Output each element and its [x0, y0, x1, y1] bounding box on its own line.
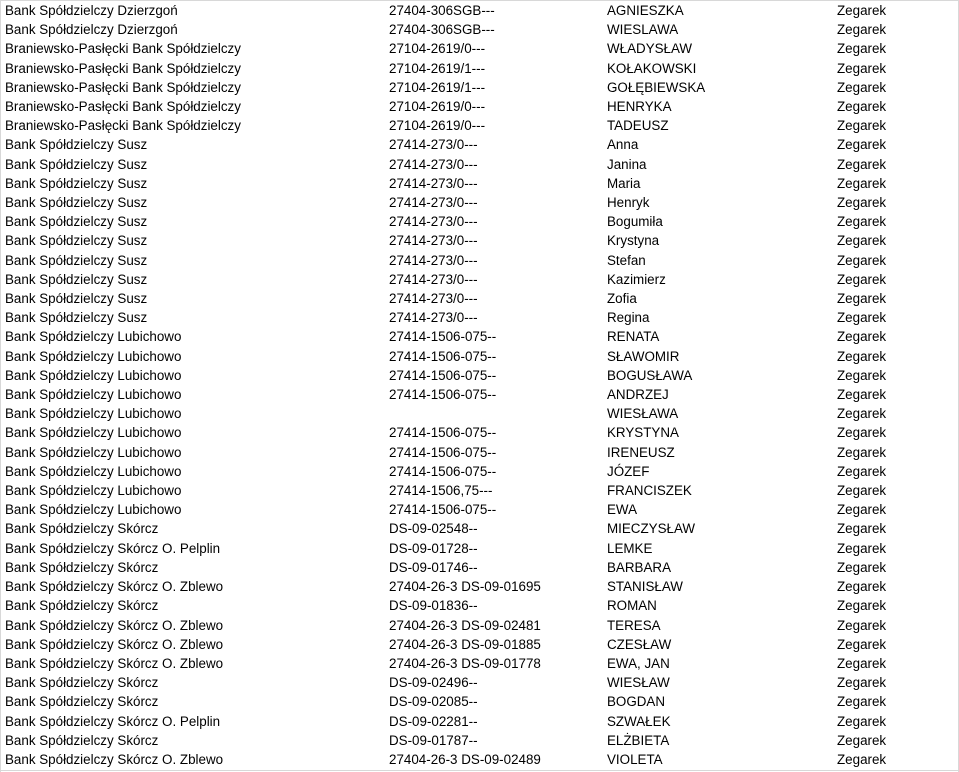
code-cell: 27104-2619/1---: [389, 60, 486, 76]
item-cell: Zegarek: [837, 598, 887, 614]
table-row: [0, 558, 959, 577]
code-cell: 27404-26-3 DS-09-02489: [389, 751, 541, 767]
bank-name-cell: Bank Spółdzielczy Susz: [5, 271, 148, 287]
person-name-cell: Bogumiła: [607, 214, 663, 230]
person-name-cell: Maria: [607, 175, 641, 191]
bank-name-cell: Bank Spółdzielczy Lubichowo: [5, 483, 182, 499]
person-name-cell: WIESŁAWA: [607, 406, 679, 422]
code-cell: 27414-1506-075--: [389, 348, 497, 364]
code-cell: 27414-273/0---: [389, 310, 478, 326]
code-cell: DS-09-02281--: [389, 713, 478, 729]
person-name-cell: BARBARA: [607, 559, 671, 575]
code-cell: 27414-1506-075--: [389, 463, 497, 479]
code-cell: 27414-273/0---: [389, 214, 478, 230]
bank-name-cell: Bank Spółdzielczy Lubichowo: [5, 348, 182, 364]
code-cell: 27404-26-3 DS-09-02481: [389, 617, 541, 633]
bank-name-cell: Bank Spółdzielczy Lubichowo: [5, 367, 182, 383]
bank-name-cell: Braniewsko-Pasłęcki Bank Spółdzielczy: [5, 79, 241, 95]
bank-name-cell: Bank Spółdzielczy Lubichowo: [5, 425, 182, 441]
item-cell: Zegarek: [837, 444, 887, 460]
table-row: [0, 212, 959, 231]
bank-name-cell: Braniewsko-Pasłęcki Bank Spółdzielczy: [5, 118, 241, 134]
item-cell: Zegarek: [837, 310, 887, 326]
person-name-cell: ANDRZEJ: [607, 387, 669, 403]
records-table: [0, 1, 959, 769]
person-name-cell: TADEUSZ: [607, 118, 669, 134]
code-cell: 27404-26-3 DS-09-01778: [389, 655, 541, 671]
code-cell: 27404-306SGB---: [389, 3, 495, 18]
code-cell: 27414-273/0---: [389, 291, 478, 307]
bank-name-cell: Bank Spółdzielczy Lubichowo: [5, 329, 182, 345]
person-name-cell: FRANCISZEK: [607, 483, 692, 499]
table-row: [0, 366, 959, 385]
table-row: [0, 500, 959, 519]
bank-name-cell: Bank Spółdzielczy Skórcz O. Zblewo: [5, 617, 224, 633]
person-name-cell: ELŻBIETA: [607, 732, 670, 748]
bank-name-cell: Bank Spółdzielczy Susz: [5, 156, 148, 172]
person-name-cell: HENRYKA: [607, 99, 672, 115]
code-cell: 27414-1506-075--: [389, 367, 497, 383]
person-name-cell: SŁAWOMIR: [607, 348, 680, 364]
code-cell: 27414-1506-075--: [389, 329, 497, 345]
table-row: [0, 193, 959, 212]
table-row: [0, 596, 959, 615]
bank-name-cell: Braniewsko-Pasłęcki Bank Spółdzielczy: [5, 60, 241, 76]
table-row: [0, 750, 959, 769]
person-name-cell: Zofia: [607, 291, 637, 307]
bank-name-cell: Bank Spółdzielczy Dzierzgoń: [5, 3, 178, 18]
item-cell: Zegarek: [837, 99, 887, 115]
code-cell: 27404-306SGB---: [389, 22, 495, 38]
person-name-cell: Janina: [607, 156, 647, 172]
person-name-cell: Krystyna: [607, 233, 660, 249]
table-row: [0, 731, 959, 750]
table-row: [0, 385, 959, 404]
item-cell: Zegarek: [837, 156, 887, 172]
code-cell: 27414-273/0---: [389, 137, 478, 153]
bank-name-cell: Bank Spółdzielczy Susz: [5, 175, 148, 191]
item-cell: Zegarek: [837, 425, 887, 441]
item-cell: Zegarek: [837, 291, 887, 307]
person-name-cell: SZWAŁEK: [607, 713, 671, 729]
person-name-cell: BOGDAN: [607, 694, 666, 710]
table-row: [0, 635, 959, 654]
code-cell: 27414-1506-075--: [389, 425, 497, 441]
bank-name-cell: Bank Spółdzielczy Skórcz O. Zblewo: [5, 655, 224, 671]
code-cell: 27404-26-3 DS-09-01885: [389, 636, 541, 652]
code-cell: DS-09-01746--: [389, 559, 478, 575]
code-cell: 27414-273/0---: [389, 175, 478, 191]
person-name-cell: MIECZYSŁAW: [607, 521, 696, 537]
bank-name-cell: Bank Spółdzielczy Lubichowo: [5, 502, 182, 518]
code-cell: DS-09-02496--: [389, 675, 478, 691]
table-row: [0, 308, 959, 327]
code-cell: 27414-273/0---: [389, 156, 478, 172]
bank-name-cell: Bank Spółdzielczy Skórcz: [5, 694, 159, 710]
person-name-cell: Kazimierz: [607, 271, 666, 287]
item-cell: Zegarek: [837, 195, 887, 211]
item-cell: Zegarek: [837, 751, 887, 767]
person-name-cell: GOŁĘBIEWSKA: [607, 79, 706, 95]
item-cell: Zegarek: [837, 483, 887, 499]
person-name-cell: VIOLETA: [607, 751, 663, 767]
bank-name-cell: Bank Spółdzielczy Skórcz: [5, 521, 159, 537]
item-cell: Zegarek: [837, 636, 887, 652]
bank-name-cell: Braniewsko-Pasłęcki Bank Spółdzielczy: [5, 41, 241, 57]
table-row: [0, 712, 959, 731]
person-name-cell: RENATA: [607, 329, 660, 345]
bank-name-cell: Bank Spółdzielczy Susz: [5, 233, 148, 249]
person-name-cell: Regina: [607, 310, 650, 326]
bank-name-cell: Bank Spółdzielczy Skórcz O. Zblewo: [5, 636, 224, 652]
item-cell: Zegarek: [837, 3, 887, 18]
code-cell: 27414-1506,75---: [389, 483, 493, 499]
bank-name-cell: Bank Spółdzielczy Skórcz: [5, 598, 159, 614]
person-name-cell: Henryk: [607, 195, 650, 211]
table-row: [0, 404, 959, 423]
table-row: [0, 251, 959, 270]
item-cell: Zegarek: [837, 118, 887, 134]
bank-name-cell: Bank Spółdzielczy Lubichowo: [5, 406, 182, 422]
code-cell: 27414-1506-075--: [389, 444, 497, 460]
item-cell: Zegarek: [837, 60, 887, 76]
item-cell: Zegarek: [837, 579, 887, 595]
bank-name-cell: Bank Spółdzielczy Lubichowo: [5, 387, 182, 403]
bottom-border: [0, 770, 959, 771]
table-row: [0, 577, 959, 596]
item-cell: Zegarek: [837, 329, 887, 345]
bank-name-cell: Bank Spółdzielczy Susz: [5, 252, 148, 268]
table-row: [0, 539, 959, 558]
code-cell: DS-09-02085--: [389, 694, 478, 710]
bank-name-cell: Bank Spółdzielczy Susz: [5, 195, 148, 211]
bank-name-cell: Bank Spółdzielczy Skórcz O. Zblewo: [5, 751, 224, 767]
table-row: [0, 347, 959, 366]
item-cell: Zegarek: [837, 271, 887, 287]
item-cell: Zegarek: [837, 214, 887, 230]
item-cell: Zegarek: [837, 22, 887, 38]
item-cell: Zegarek: [837, 655, 887, 671]
person-name-cell: KOŁAKOWSKI: [607, 60, 697, 76]
code-cell: DS-09-02548--: [389, 521, 478, 537]
person-name-cell: Anna: [607, 137, 639, 153]
code-cell: 27414-273/0---: [389, 271, 478, 287]
table-row: [0, 673, 959, 692]
item-cell: Zegarek: [837, 41, 887, 57]
bank-name-cell: Bank Spółdzielczy Skórcz O. Pelplin: [5, 713, 221, 729]
person-name-cell: JÓZEF: [607, 463, 650, 479]
item-cell: Zegarek: [837, 387, 887, 403]
table-row: [0, 231, 959, 250]
item-cell: Zegarek: [837, 732, 887, 748]
bank-name-cell: Bank Spółdzielczy Skórcz O. Zblewo: [5, 579, 224, 595]
table-row: [0, 270, 959, 289]
person-name-cell: ROMAN: [607, 598, 657, 614]
bank-name-cell: Bank Spółdzielczy Susz: [5, 214, 148, 230]
bank-name-cell: Bank Spółdzielczy Skórcz: [5, 732, 159, 748]
table-row: [0, 481, 959, 500]
table-row: [0, 1, 959, 20]
person-name-cell: LEMKE: [607, 540, 653, 556]
item-cell: Zegarek: [837, 521, 887, 537]
table-row: [0, 289, 959, 308]
code-cell: DS-09-01787--: [389, 732, 478, 748]
table-row: [0, 78, 959, 97]
code-cell: 27414-273/0---: [389, 195, 478, 211]
code-cell: 27404-26-3 DS-09-01695: [389, 579, 541, 595]
table-row: [0, 616, 959, 635]
table-row: [0, 97, 959, 116]
bank-name-cell: Bank Spółdzielczy Skórcz O. Pelplin: [5, 540, 221, 556]
code-cell: 27414-273/0---: [389, 233, 478, 249]
bank-name-cell: Bank Spółdzielczy Lubichowo: [5, 444, 182, 460]
table-row: [0, 519, 959, 538]
bank-name-cell: Bank Spółdzielczy Skórcz: [5, 559, 159, 575]
person-name-cell: WIESLAWA: [607, 22, 679, 38]
item-cell: Zegarek: [837, 713, 887, 729]
person-name-cell: IRENEUSZ: [607, 444, 675, 460]
item-cell: Zegarek: [837, 233, 887, 249]
item-cell: Zegarek: [837, 137, 887, 153]
item-cell: Zegarek: [837, 406, 887, 422]
bank-name-cell: Braniewsko-Pasłęcki Bank Spółdzielczy: [5, 99, 241, 115]
table-row: [0, 423, 959, 442]
table-row: [0, 174, 959, 193]
code-cell: DS-09-01728--: [389, 540, 478, 556]
item-cell: Zegarek: [837, 175, 887, 191]
bank-name-cell: Bank Spółdzielczy Susz: [5, 137, 148, 153]
code-cell: 27104-2619/0---: [389, 118, 486, 134]
person-name-cell: EWA, JAN: [607, 655, 670, 671]
table-row: [0, 116, 959, 135]
person-name-cell: Stefan: [607, 252, 646, 268]
code-cell: 27104-2619/0---: [389, 99, 486, 115]
table-row: [0, 39, 959, 58]
records-table-body: [0, 1, 959, 769]
code-cell: 27414-273/0---: [389, 252, 478, 268]
table-row: [0, 462, 959, 481]
person-name-cell: TERESA: [607, 617, 661, 633]
bank-name-cell: Bank Spółdzielczy Dzierzgoń: [5, 22, 178, 38]
person-name-cell: WIESŁAW: [607, 675, 670, 691]
bank-name-cell: Bank Spółdzielczy Susz: [5, 291, 148, 307]
table-row: [0, 59, 959, 78]
item-cell: Zegarek: [837, 252, 887, 268]
person-name-cell: KRYSTYNA: [607, 425, 679, 441]
item-cell: Zegarek: [837, 617, 887, 633]
table-row: [0, 155, 959, 174]
code-cell: [384, 404, 602, 423]
person-name-cell: CZESŁAW: [607, 636, 672, 652]
code-cell: 27104-2619/1---: [389, 79, 486, 95]
code-cell: 27414-1506-075--: [389, 502, 497, 518]
item-cell: Zegarek: [837, 367, 887, 383]
table-row: [0, 692, 959, 711]
person-name-cell: AGNIESZKA: [607, 3, 684, 18]
code-cell: 27104-2619/0---: [389, 41, 486, 57]
table-row: [0, 443, 959, 462]
table-row: [0, 20, 959, 39]
bank-name-cell: Bank Spółdzielczy Susz: [5, 310, 148, 326]
item-cell: Zegarek: [837, 540, 887, 556]
item-cell: Zegarek: [837, 348, 887, 364]
person-name-cell: STANISŁAW: [607, 579, 683, 595]
person-name-cell: WŁADYSŁAW: [607, 41, 693, 57]
person-name-cell: BOGUSŁAWA: [607, 367, 693, 383]
item-cell: Zegarek: [837, 463, 887, 479]
item-cell: Zegarek: [837, 79, 887, 95]
item-cell: Zegarek: [837, 694, 887, 710]
code-cell: 27414-1506-075--: [389, 387, 497, 403]
code-cell: DS-09-01836--: [389, 598, 478, 614]
table-row: [0, 654, 959, 673]
bank-name-cell: Bank Spółdzielczy Lubichowo: [5, 463, 182, 479]
bank-name-cell: Bank Spółdzielczy Skórcz: [5, 675, 159, 691]
item-cell: Zegarek: [837, 559, 887, 575]
table-row: [0, 135, 959, 154]
person-name-cell: EWA: [607, 502, 638, 518]
table-row: [0, 327, 959, 346]
item-cell: Zegarek: [837, 502, 887, 518]
item-cell: Zegarek: [837, 675, 887, 691]
